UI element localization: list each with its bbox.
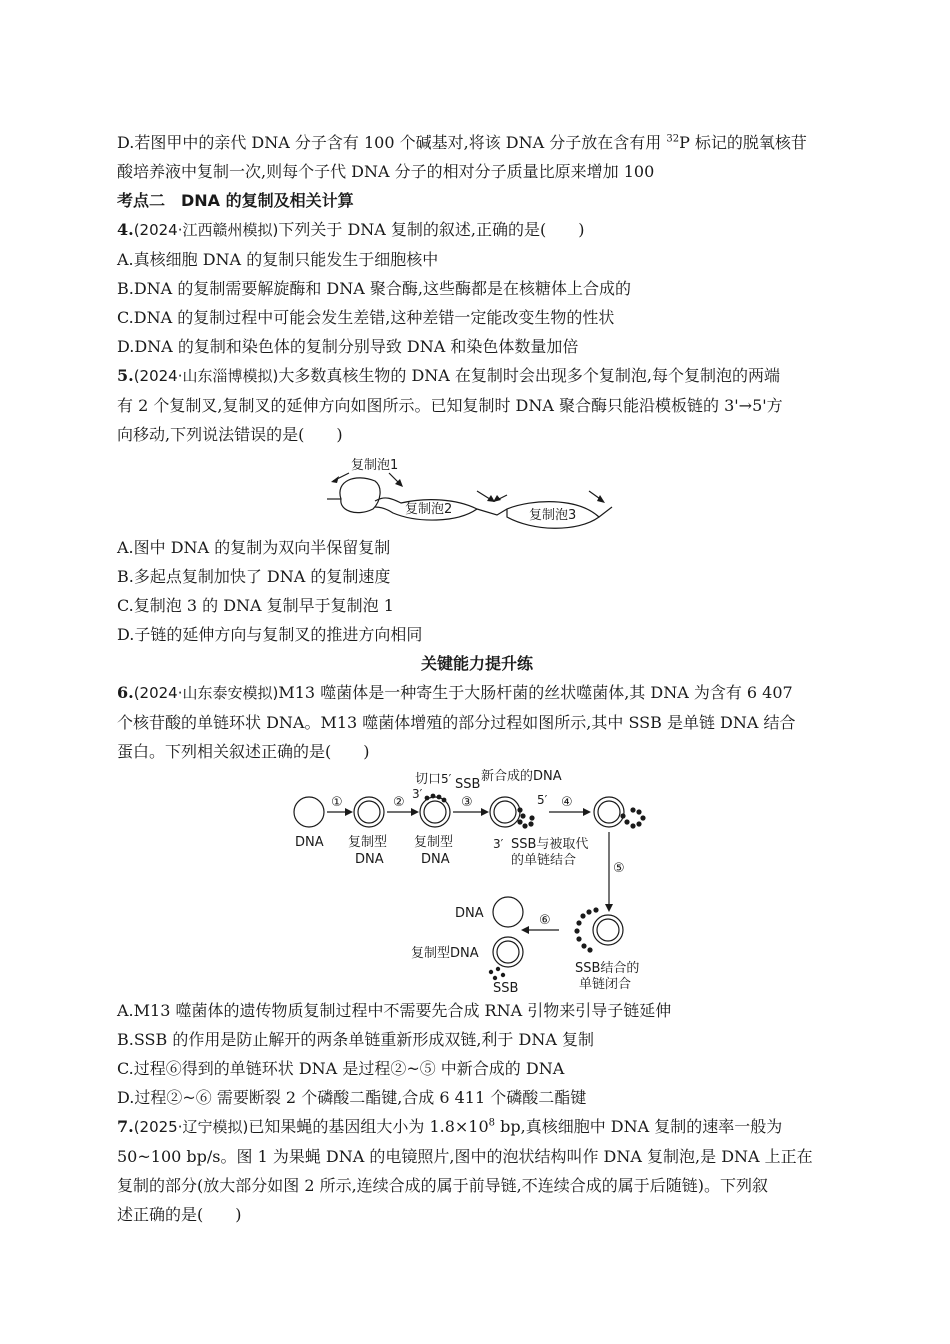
label-3prime-2: 3′: [493, 837, 504, 851]
label-rep-2b: DNA: [421, 852, 450, 867]
label-rep-1a: 复制型: [348, 835, 388, 850]
label-ssb-bind-1: SSB与被取代: [511, 837, 589, 852]
q6-stem-line3: 蛋白。下列相关叙述正确的是( ): [117, 742, 370, 761]
dna-strand-right: [599, 507, 612, 517]
label-ssb-close-1: SSB结合的: [575, 961, 640, 976]
section-title-3: 关键能力提升练: [420, 654, 533, 673]
label-out-ssb: SSB: [493, 981, 519, 996]
out-rep-inner: [497, 941, 519, 963]
q3-option-d-line1: D.若图甲中的亲代 DNA 分子含有 100 个碱基对,将该 DNA 分子放在含有用 $^{32}$P 标记的脱氧核苷: [117, 133, 807, 152]
page: [117, 128, 837, 1229]
final-rep-inner: [597, 919, 619, 941]
q7-stem-line2: 50~100 bp/s。图 1 为果蝇 DNA 的电镜照片,图中的泡状结构叫作 DNA 复制泡,是 DNA 上正在: [117, 1147, 813, 1166]
label-out-dna: DNA: [455, 906, 484, 921]
q5-stem-line2: 有 2 个复制叉,复制叉的延伸方向如图所示。已知复制时 DNA 聚合酶只能沿模板链的 3'→5'方: [117, 396, 783, 415]
q5-option-c: C.复制泡 3 的 DNA 复制早于复制泡 1: [117, 596, 394, 615]
late-dna-inner: [598, 801, 620, 823]
q6-stem-line1: 6.(2024·山东泰安模拟)M13 噬菌体是一种寄生于大肠杆菌的丝状噬菌体,其 DNA 为含有 6 407: [117, 683, 793, 702]
label-ssb-top: SSB: [455, 777, 481, 792]
q3-option-d-line2: 酸培养液中复制一次,则每个子代 DNA 分子的相对分子质量比原来增加 100: [117, 162, 655, 181]
q7-stem-line3: 复制的部分(放大部分如图 2 所示,连续合成的属于前导链,不连续合成的属于后随链)。下列叙: [117, 1176, 769, 1195]
q4-option-a: A.真核细胞 DNA 的复制只能发生于细胞核中: [117, 250, 439, 269]
bubble-label-1: 复制泡1: [351, 458, 399, 473]
rep-dna-inner: [358, 801, 380, 823]
label-rep-2a: 复制型: [414, 835, 454, 850]
q6-option-c: C.过程⑥得到的单链环状 DNA 是过程②~⑤ 中新合成的 DNA: [117, 1059, 565, 1078]
q6-option-d: D.过程②~⑥ 需要断裂 2 个磷酸二酯键,合成 6 411 个磷酸二酯键: [117, 1088, 587, 1107]
displacing-dna-inner: [494, 801, 516, 823]
label-5prime-2: 5′: [537, 793, 548, 807]
q5-option-d: D.子链的延伸方向与复制叉的推进方向相同: [117, 625, 423, 644]
q4-option-b: B.DNA 的复制需要解旋酶和 DNA 聚合酶,这些酶都是在核糖体上合成的: [117, 279, 631, 298]
q5-stem-line1: 5.(2024·山东淄博模拟)大多数真核生物的 DNA 在复制时会出现多个复制泡,每个复制泡的两端: [117, 366, 781, 385]
label-ssb-close-2: 单链闭合: [579, 977, 632, 992]
label-cut: 切口: [415, 772, 442, 787]
bubble-label-3: 复制泡3: [529, 508, 577, 523]
label-dna: DNA: [295, 835, 324, 850]
q7-stem-line1: 7.(2025·辽宁模拟)已知果蝇的基因组大小为 $1.8\times 10^8$ bp,真核细胞中 DNA 复制的速率一般为: [117, 1117, 783, 1136]
step-4: ④: [561, 795, 573, 810]
label-3prime-1: 3′: [412, 787, 423, 801]
ss-dna-circle: [294, 797, 324, 827]
label-rep-1b: DNA: [355, 852, 384, 867]
step-5: ⑤: [613, 861, 625, 876]
q5-option-b: B.多起点复制加快了 DNA 的复制速度: [117, 567, 391, 586]
dna-strand-mid: [477, 509, 507, 515]
m13-replication-figure: [287, 768, 657, 996]
out-dna-circle: [493, 897, 523, 927]
q5-stem-line3: 向移动,下列说法错误的是( ): [117, 425, 343, 444]
section-title-2: 考点二 DNA 的复制及相关计算: [117, 191, 354, 210]
arrowhead-5: [597, 495, 605, 503]
label-out-rep: 复制型DNA: [411, 946, 479, 961]
q6-option-a: A.M13 噬菌体的遗传物质复制过程中不需要先合成 RNA 引物来引导子链延伸: [117, 1001, 672, 1020]
q4-option-c: C.DNA 的复制过程中可能会发生差错,这种差错一定能改变生物的性状: [117, 308, 615, 327]
q6-stem-line2: 个核苷酸的单链环状 DNA。M13 噬菌体增殖的部分过程如图所示,其中 SSB 是单链 DNA 结合: [117, 713, 796, 732]
q6-option-b: B.SSB 的作用是防止解开的两条单链重新形成双链,利于 DNA 复制: [117, 1030, 594, 1049]
step-2: ②: [393, 795, 405, 810]
step-6: ⑥: [539, 913, 551, 928]
step-1: ①: [331, 795, 343, 810]
bubble-label-2: 复制泡2: [405, 502, 453, 517]
label-new-dna: 新合成的DNA: [481, 769, 562, 784]
label-5prime-1: 5′: [441, 772, 452, 786]
label-ssb-bind-2: 的单链结合: [511, 853, 577, 868]
step-3: ③: [461, 795, 473, 810]
arrowhead-4: [493, 495, 501, 502]
arrowhead-1: [331, 476, 339, 483]
q4-option-d: D.DNA 的复制和染色体的复制分别导致 DNA 和染色体数量加倍: [117, 337, 579, 356]
q5-option-a: A.图中 DNA 的复制为双向半保留复制: [117, 538, 391, 557]
bubble-1-shape: [340, 478, 380, 513]
nicked-dna-inner: [424, 801, 446, 823]
q7-stem-line4: 述正确的是( ): [117, 1205, 242, 1224]
replication-bubble-figure: [327, 451, 617, 533]
q4-stem: 4.(2024·江西赣州模拟)下列关于 DNA 复制的叙述,正确的是( ): [117, 220, 585, 239]
